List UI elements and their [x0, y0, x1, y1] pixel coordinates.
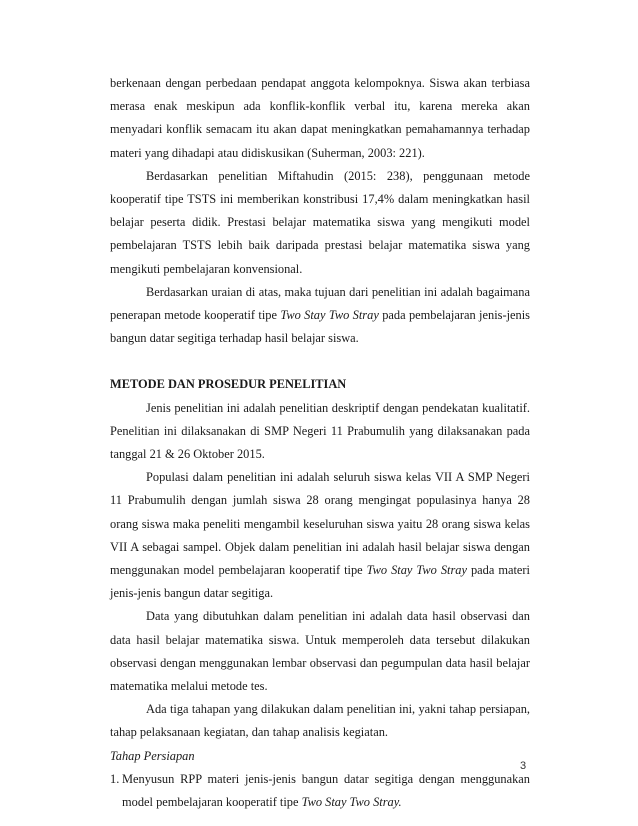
text-run: pada materi jenis-jenis bangun datar segitiga. [110, 563, 530, 601]
paragraph-continued: berkenaan dengan perbedaan pendapat anggota kelompoknya. Siswa akan terbiasa merasa enak meskipun ada konflik-konflik verbal itu, karena mereka akan menyadari konflik semacam itu akan dapat meningkatkan pemahamannya terhadap materi yang dihadapi atau didiskusikan (Suherman, 2003: 221). [110, 76, 530, 160]
paragraph-data: Data yang dibutuhkan dalam penelitian ini adalah data hasil observasi dan data hasil belajar matematika siswa. Untuk memperoleh data tersebut dilakukan observasi dengan menggunakan lembar observasi dan pegumpulan data hasil belajar matematika melalui metode tes. [110, 609, 530, 694]
text-run: Populasi dalam penelitian ini adalah seluruh siswa kelas VII A SMP Negeri 11 Prabumulih dengan jumlah siswa 28 orang mengingat populasinya hanya 28 orang siswa maka peneliti mengambil keseluruhan siswa yaitu 28 orang siswa kelas VII A sebagai sampel. Objek dalam penelitian ini adalah hasil belajar siswa dengan menggunakan model pembelajaran kooperatif tipe [110, 470, 530, 578]
page-number: 3 [520, 760, 527, 772]
preparation-steps-list [110, 768, 530, 814]
section-heading: METODE DAN PROSEDUR PENELITIAN [110, 377, 347, 392]
section-spacer [110, 350, 530, 373]
paragraph-research-type: Jenis penelitian ini adalah penelitian deskriptif dengan pendekatan kualitatif. Penelitian ini dilaksanakan di SMP Negeri 11 Prabumulih yang dilaksanakan pada tanggal 21 & 26 Oktober 2015. [110, 400, 530, 462]
paragraph-stages: Ada tiga tahapan yang dilakukan dalam penelitian ini, yakni tahap persiapan, tahap pelaksanaan kegiatan, dan tahap analisis kegiatan. [110, 702, 530, 740]
page-body [110, 72, 530, 814]
paragraph-miftahudin: Berdasarkan penelitian Miftahudin (2015: 238), penggunaan metode kooperatif tipe TSTS ini memberikan konstribusi 17,4% dalam meningkatkan hasil belajar peserta didik. Prestasi belajar matematika siswa yang mengikuti model pembelajaran TSTS lebih baik daripada prestasi belajar matematika siswa yang mengikuti pembelajaran konvensional. [110, 168, 530, 276]
method-name-italic: Two Stay Two Stray [280, 308, 379, 323]
paragraph-research-goal [110, 281, 530, 351]
text-run: Berdasarkan uraian di atas, maka tujuan dari penelitian ini adalah bagaimana penerapan metode kooperatif tipe [110, 284, 530, 323]
paragraph-population [110, 466, 530, 605]
method-name-italic: Two Stay Two Stray. [301, 795, 402, 810]
list-number: 1. [110, 771, 120, 786]
subheading-preparation: Tahap Persiapan [110, 748, 195, 763]
text-run: pada pembelajaran jenis-jenis bangun datar segitiga terhadap hasil belajar siswa. [110, 308, 530, 346]
text-run: Menyusun RPP materi jenis-jenis bangun datar segitiga dengan menggunakan model pembelajaran kooperatif tipe [122, 771, 530, 810]
method-name-italic: Two Stay Two Stray [366, 563, 467, 578]
list-item [110, 768, 530, 814]
